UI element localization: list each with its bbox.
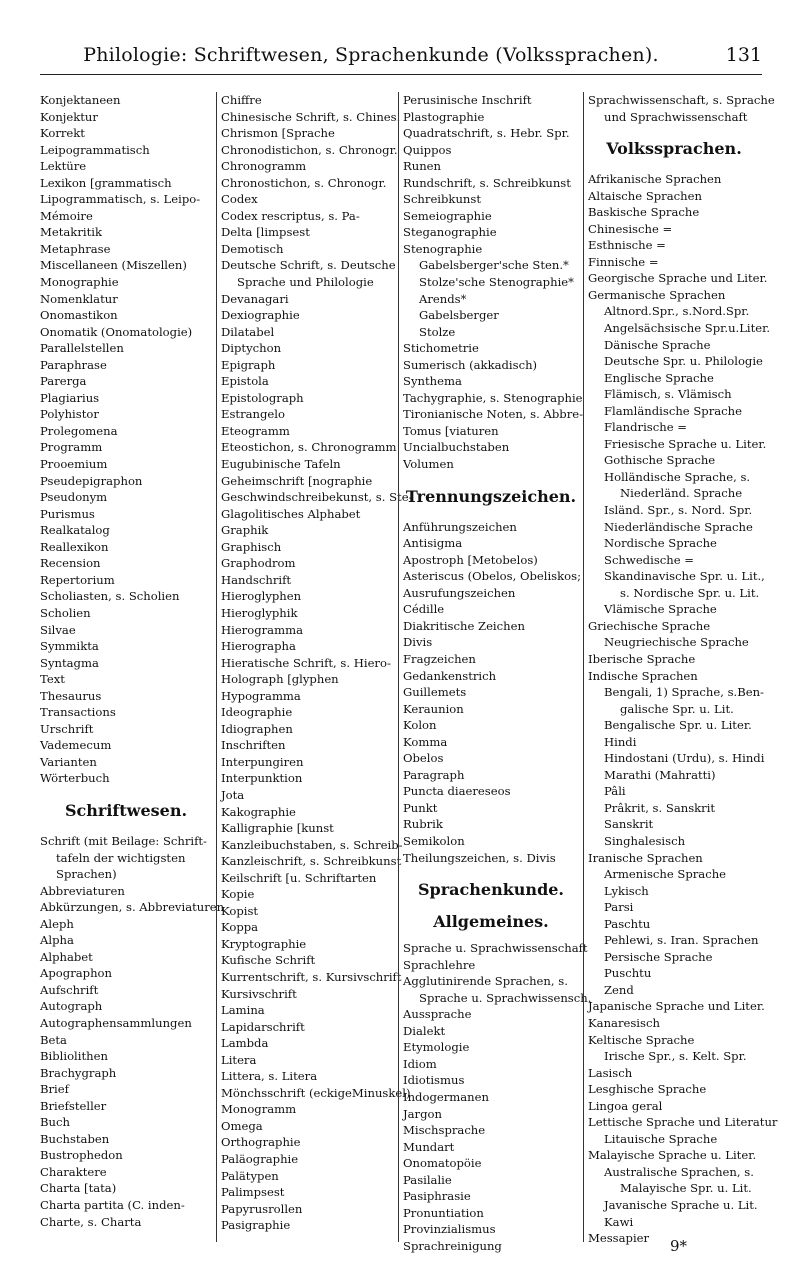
index-entry: Litauische Sprache — [604, 1131, 718, 1146]
index-entry: Pehlewi, s. Iran. Sprachen — [604, 933, 759, 948]
index-entry: Symmikta — [40, 639, 99, 654]
index-entry: Deutsche Schrift, s. Deutsche — [221, 258, 396, 273]
index-entry: Wörterbuch — [40, 771, 110, 786]
index-entry: Brachygraph — [40, 1065, 117, 1080]
index-entry: Persische Sprache — [604, 949, 713, 964]
index-entry: Glagolitisches Alphabet — [221, 506, 361, 521]
index-entry: Synthema — [403, 374, 462, 389]
index-entry: Scholiasten, s. Scholien — [40, 589, 180, 604]
index-entry: Paragraph — [403, 767, 465, 782]
index-entry: Angelsächsische Spr.u.Liter. — [604, 321, 771, 336]
index-entry: Metakritik — [40, 225, 102, 240]
section-heading: Volkssprachen. — [606, 139, 742, 159]
index-entry: Koppa — [221, 920, 259, 935]
index-entry: Kalligraphie [kunst — [221, 821, 334, 836]
index-entry: Altaische Sprachen — [588, 188, 702, 203]
index-entry: Handschrift — [221, 572, 292, 587]
index-entry: Monographie — [40, 275, 119, 290]
index-entry: Quadratschrift, s. Hebr. Spr. — [403, 126, 570, 141]
index-entry: Pasigraphie — [221, 1218, 291, 1233]
column-divider — [583, 92, 584, 1242]
index-entry: Holograph [glyphen — [221, 672, 339, 687]
index-entry: Graphisch — [221, 539, 282, 554]
index-entry: Cédille — [403, 602, 445, 617]
index-entry: Scholien — [40, 605, 91, 620]
index-entry: Programm — [40, 440, 103, 455]
index-entry: Iranische Sprachen — [588, 850, 703, 865]
index-entry: Kursivschrift — [221, 986, 297, 1001]
index-entry: Pasilalie — [403, 1172, 452, 1187]
index-entry: Graphik — [221, 523, 269, 538]
index-entry: Lamina — [221, 1003, 265, 1018]
index-entry: Abkürzungen, s. Abbreviaturen — [40, 900, 225, 915]
index-entry: Transactions — [40, 705, 116, 720]
index-entry: Beta — [40, 1032, 67, 1047]
index-entry: Anführungszeichen — [403, 519, 517, 534]
index-entry: Sprachreinigung — [403, 1238, 502, 1253]
index-entry: Leipogrammatisch — [40, 142, 150, 157]
index-entry: Sprache und Philologie — [237, 275, 374, 290]
index-entry: Malayische Sprache u. Liter. — [588, 1148, 757, 1163]
index-entry: Malayische Spr. u. Lit. — [620, 1181, 752, 1196]
index-entry: Dexiographie — [221, 308, 300, 323]
index-entry: Pseudonym — [40, 490, 108, 505]
index-entry: Prolegomena — [40, 423, 118, 438]
index-entry: Zend — [604, 982, 634, 997]
index-entry: Parallelstellen — [40, 341, 124, 356]
index-entry: Chrismon [Sprache — [221, 126, 335, 141]
index-entry: Papyrusrollen — [221, 1201, 303, 1216]
index-entry: Repertorium — [40, 572, 115, 587]
index-entry: Theilungszeichen, s. Divis — [403, 850, 556, 865]
index-entry: Schreibkunst — [403, 192, 482, 207]
index-entry: Singhalesisch — [604, 833, 686, 848]
page-number: 131 — [725, 44, 762, 66]
index-entry: Kopie — [221, 887, 255, 902]
index-entry: Jargon — [403, 1106, 442, 1121]
index-entry: Litera — [221, 1052, 257, 1067]
index-entry: Steganographie — [403, 225, 497, 240]
page-title: Philologie: Schriftwesen, Sprachenkunde (Volkssprachen). — [83, 44, 659, 66]
index-entry: Holländische Sprache, s. — [604, 469, 751, 484]
index-entry: Fragzeichen — [403, 651, 476, 666]
index-entry: Abbreviaturen — [40, 883, 125, 898]
index-entry: Devanagari — [221, 291, 289, 306]
index-entry: Stolze — [419, 324, 456, 339]
index-entry: Eteostichon, s. Chronogramm — [221, 440, 397, 455]
index-entry: Silvae — [40, 622, 76, 637]
index-entry: Charta partita (C. inden- — [40, 1198, 185, 1212]
section-heading: Schriftwesen. — [64, 800, 188, 820]
index-entry: Idiographen — [221, 721, 293, 736]
index-entry: Lexikon [grammatisch — [40, 175, 172, 190]
index-entry: Runen — [403, 159, 441, 174]
index-entry: Lasisch — [588, 1065, 633, 1080]
index-entry: Lektüre — [40, 159, 87, 174]
index-entry: Japanische Sprache und Liter. — [588, 999, 765, 1014]
index-entry: Finnische = — [588, 254, 659, 269]
index-entry: tafeln der wichtigsten — [56, 850, 186, 865]
index-entry: Urschrift — [40, 721, 94, 736]
index-entry: Hieroglyphen — [221, 589, 302, 604]
index-entry: Alpha — [40, 933, 74, 948]
index-entry: Konjektaneen — [40, 93, 121, 107]
index-entry: Altnord.Spr., s.Nord.Spr. — [604, 304, 750, 319]
index-entry: Lykisch — [604, 883, 649, 898]
index-entry: Lingoa geral — [588, 1098, 663, 1113]
index-entry: Chinesische Schrift, s. Chines. — [221, 109, 401, 124]
index-entry: Griechische Sprache — [588, 618, 711, 633]
index-entry: Diakritische Zeichen — [403, 618, 525, 633]
index-entry: Keltische Sprache — [588, 1032, 695, 1047]
index-entry: Pasiphrasie — [403, 1189, 471, 1204]
index-entry: Pronuntiation — [403, 1205, 484, 1220]
index-entry: Alphabet — [40, 949, 93, 964]
index-entry: Rundschrift, s. Schreibkunst — [403, 175, 571, 190]
index-entry: Recension — [40, 556, 101, 571]
index-entry: Sprache u. Sprachwissensch. — [419, 990, 592, 1005]
index-entry: Hindostani (Urdu), s. Hindi — [604, 751, 765, 766]
index-entry: Semeiographie — [403, 208, 492, 223]
index-entry: Graphodrom — [221, 556, 296, 571]
index-entry: Eteogramm — [221, 423, 290, 438]
index-entry: Jota — [221, 787, 245, 802]
index-entry: Apographon — [40, 966, 112, 981]
index-entry: Lettische Sprache und Literatur — [588, 1115, 778, 1130]
index-entry: Vademecum — [40, 738, 112, 753]
index-entry: Kryptographie — [221, 936, 307, 951]
index-entry: Keilschrift [u. Schriftarten — [221, 870, 377, 885]
index-entry: Miscellaneen (Miszellen) — [40, 258, 187, 273]
index-entry: Geheimschrift [nographie — [221, 473, 373, 488]
index-entry: Plagiarius — [40, 390, 100, 405]
index-entry: Stenographie — [403, 241, 483, 256]
index-entry: Mönchsschrift (eckigeMinuskel) — [221, 1085, 411, 1100]
index-entry: Chronodistichon, s. Chronogr. — [221, 142, 398, 157]
index-entry: Indische Sprachen — [588, 668, 698, 683]
index-entry: Plastographie — [403, 109, 485, 124]
index-column-4 — [588, 92, 778, 1246]
index-entry: Divis — [403, 635, 433, 650]
index-entry: Charte, s. Charta — [40, 1214, 142, 1229]
index-entry: Niederländische Sprache — [604, 519, 753, 534]
index-entry: Paraphrase — [40, 357, 107, 372]
index-entry: Pâli — [604, 784, 626, 799]
index-entry: Sprachen) — [56, 867, 117, 882]
index-entry: Buchstaben — [40, 1131, 110, 1146]
index-entry: Sumerisch (akkadisch) — [403, 357, 538, 372]
index-entry: Epigraph — [221, 357, 276, 372]
index-entry: Nomenklatur — [40, 291, 118, 306]
index-entry: Thesaurus — [40, 688, 102, 703]
index-entry: Monogramm — [221, 1102, 297, 1117]
index-entry: Prooemium — [40, 457, 108, 472]
index-entry: Dänische Sprache — [604, 337, 711, 352]
index-entry: Stichometrie — [403, 341, 479, 356]
index-entry: Puschtu — [604, 966, 652, 981]
index-entry: Konjektur — [40, 109, 98, 124]
index-entry: Hieroglyphik — [221, 605, 298, 620]
index-entry: Kawi — [604, 1214, 634, 1229]
index-entry: Aufschrift — [40, 982, 99, 997]
index-entry: Friesische Sprache u. Liter. — [604, 436, 767, 451]
index-entry: Reallexikon — [40, 539, 109, 554]
index-entry: Australische Sprachen, s. — [604, 1164, 754, 1179]
section-heading: Sprachenkunde. — [417, 880, 564, 900]
index-entry: Semikolon — [403, 833, 465, 848]
index-entry: Iberische Sprache — [588, 651, 696, 666]
index-entry: Brief — [40, 1082, 69, 1097]
index-entry: Indogermanen — [403, 1089, 489, 1104]
index-entry: Aussprache — [403, 1007, 472, 1022]
column-divider — [398, 92, 399, 1242]
index-entry: Ideographie — [221, 705, 293, 720]
index-entry: Idiotismus — [403, 1073, 465, 1088]
index-entry: Sanskrit — [604, 817, 654, 832]
signature-mark: 9* — [670, 1237, 688, 1255]
index-entry: Orthographie — [221, 1135, 301, 1150]
index-entry: Provinzialismus — [403, 1222, 496, 1237]
index-entry: Kurrentschrift, s. Kursivschrift — [221, 969, 402, 984]
index-entry: Chiffre — [221, 93, 262, 107]
index-entry: Isländ. Spr., s. Nord. Spr. — [604, 503, 753, 518]
index-entry: Deutsche Spr. u. Philologie — [604, 354, 763, 369]
index-entry: Skandinavische Spr. u. Lit., — [604, 569, 765, 584]
index-entry: Palimpsest — [221, 1185, 285, 1200]
index-entry: Prâkrit, s. Sanskrit — [604, 800, 716, 815]
index-entry: Bengalische Spr. u. Liter. — [604, 718, 752, 733]
index-entry: Idiom — [403, 1056, 437, 1071]
index-entry: Armenische Sprache — [604, 867, 727, 882]
index-entry: Buch — [40, 1115, 70, 1130]
index-entry: Tironianische Noten, s. Abbre- — [403, 407, 584, 422]
index-entry: Stolze'sche Stenographie* — [419, 275, 574, 290]
section-heading: Trennungszeichen. — [405, 486, 577, 506]
index-entry: Englische Sprache — [604, 370, 714, 385]
index-entry: Obelos — [403, 751, 444, 766]
index-entry: Kanaresisch — [588, 1015, 660, 1030]
index-entry: Demotisch — [221, 241, 284, 256]
index-entry: Korrekt — [40, 126, 85, 141]
index-entry: Littera, s. Litera — [221, 1069, 318, 1084]
index-entry: Uncialbuchstaben — [403, 440, 510, 455]
index-entry: Kakographie — [221, 804, 296, 819]
index-entry: Lesghische Sprache — [588, 1082, 707, 1097]
index-entry: Nordische Sprache — [604, 536, 717, 551]
index-entry: Sprache u. Sprachwissenschaft — [403, 941, 588, 956]
index-column-1 — [40, 92, 225, 1242]
index-entry: Gabelsberger — [419, 308, 499, 323]
index-entry: Hieratische Schrift, s. Hiero- — [221, 655, 391, 670]
index-entry: Kolon — [403, 718, 437, 733]
index-entry: Chronostichon, s. Chronogr. — [221, 175, 387, 190]
index-entry: Hindi — [604, 734, 637, 749]
index-entry: Codex — [221, 192, 258, 207]
index-entry: Hypogramma — [221, 688, 301, 703]
index-entry: Sprachlehre — [403, 957, 476, 972]
index-entry: Mischsprache — [403, 1123, 486, 1138]
index-entry: Kanzleibuchstaben, s. Schreib- — [221, 837, 403, 852]
index-entry: Onomatopöie — [403, 1156, 482, 1171]
index-entry: Georgische Sprache und Liter. — [588, 271, 768, 286]
index-entry: Flämisch, s. Vlämisch — [604, 387, 732, 402]
index-entry: Volumen — [403, 457, 454, 472]
index-entry: Delta [limpsest — [221, 225, 310, 240]
index-entry: Autographensammlungen — [40, 1015, 192, 1030]
index-entry: Interpungiren — [221, 754, 304, 769]
index-entry: Chinesische = — [588, 221, 673, 236]
index-entry: Parerga — [40, 374, 87, 389]
index-entry: Puncta diaereseos — [403, 784, 511, 799]
index-entry: Gothische Sprache — [604, 453, 716, 468]
index-entry: Epistola — [221, 374, 269, 389]
index-entry: Vlämische Sprache — [604, 602, 717, 617]
index-entry: Parsi — [604, 900, 634, 915]
index-entry: Autograph — [40, 999, 103, 1014]
index-entry: Hierographa — [221, 639, 296, 654]
running-header — [40, 40, 762, 80]
section-heading: Allgemeines. — [433, 912, 549, 932]
index-entry: Lipogrammatisch, s. Leipo- — [40, 192, 201, 207]
index-entry: Niederländ. Sprache — [620, 486, 743, 501]
index-entry: Irische Spr., s. Kelt. Spr. — [604, 1049, 747, 1064]
index-entry: Omega — [221, 1118, 263, 1133]
index-entry: Sprachwissenschaft, s. Sprache — [588, 93, 775, 107]
index-entry: Keraunion — [403, 701, 464, 716]
index-entry: Kanzleischrift, s. Schreibkunst — [221, 854, 402, 869]
index-entry: Geschwindschreibekunst, s. Ste- — [221, 490, 413, 505]
index-entry: Agglutinirende Sprachen, s. — [403, 974, 568, 989]
index-entry: Charaktere — [40, 1164, 107, 1179]
index-column-2 — [221, 92, 413, 1242]
index-entry: Bengali, 1) Sprache, s.Ben- — [604, 685, 764, 700]
index-entry: Kufische Schrift — [221, 953, 316, 968]
index-entry: Germanische Sprachen — [588, 287, 726, 302]
index-entry: Paschtu — [604, 916, 651, 931]
index-entry: Lapidarschrift — [221, 1019, 305, 1034]
index-entry: Tachygraphie, s. Stenographie — [403, 390, 583, 405]
index-entry: Estrangelo — [221, 407, 285, 422]
index-entry: Polyhistor — [40, 407, 99, 422]
index-entry: galische Spr. u. Lit. — [620, 701, 734, 716]
index-entry: Gedankenstrich — [403, 668, 497, 683]
index-column-3 — [403, 92, 592, 1253]
index-entry: Neugriechische Sprache — [604, 635, 749, 650]
index-entry: Briefsteller — [40, 1098, 107, 1113]
index-entry: Afrikanische Sprachen — [588, 172, 722, 187]
index-entry: Perusinische Inschrift — [403, 93, 532, 107]
index-entry: Komma — [403, 734, 448, 749]
index-entry: Marathi (Mahratti) — [604, 767, 716, 782]
index-entry: Diptychon — [221, 341, 282, 356]
index-entry: Metaphrase — [40, 241, 111, 256]
index-entry: Quippos — [403, 142, 452, 157]
index-entry: Onomastikon — [40, 308, 118, 323]
index-entry: Gabelsberger'sche Sten.* — [419, 258, 569, 273]
index-entry: Tomus [viaturen — [403, 423, 499, 438]
index-entry: Mundart — [403, 1139, 455, 1154]
index-entry: Baskische Sprache — [588, 205, 700, 220]
index-entry: Epistolograph — [221, 390, 304, 405]
index-entry: Lambda — [221, 1036, 269, 1051]
index-entry: Dialekt — [403, 1023, 446, 1038]
index-entry: Bustrophedon — [40, 1148, 123, 1163]
index-entry: Rubrik — [403, 817, 443, 832]
index-entry: Ausrufungszeichen — [403, 585, 516, 600]
index-entry: Guillemets — [403, 685, 467, 700]
index-entry: Javanische Sprache u. Lit. — [604, 1198, 758, 1212]
index-entry: Bibliolithen — [40, 1049, 108, 1064]
index-entry: Charta [tata) — [40, 1181, 117, 1196]
index-entry: Syntagma — [40, 655, 99, 670]
index-entry: Pseudepigraphon — [40, 473, 143, 488]
index-entry: Asteriscus (Obelos, Obeliskos; — [403, 569, 581, 584]
index-entry: Mémoire — [40, 208, 93, 223]
index-entry: Interpunktion — [221, 771, 303, 786]
index-entry: Hierogramma — [221, 622, 303, 637]
column-divider — [216, 92, 217, 1242]
index-entry: Schrift (mit Beilage: Schrift- — [40, 833, 207, 848]
index-entry: Dilatabel — [221, 324, 275, 339]
header-rule — [40, 74, 762, 75]
index-entry: Realkatalog — [40, 523, 110, 538]
index-entry: Antisigma — [403, 536, 463, 551]
index-entry: Flandrische = — [604, 420, 687, 435]
index-entry: Flamländische Sprache — [604, 403, 742, 418]
index-entry: Schwedische = — [604, 552, 694, 567]
index-entry: s. Nordische Spr. u. Lit. — [620, 585, 760, 600]
index-entry: Eugubinische Tafeln — [221, 457, 341, 472]
index-entry: Paläographie — [221, 1152, 299, 1166]
index-entry: Codex rescriptus, s. Pa- — [221, 208, 360, 223]
index-entry: Apostroph [Metobelos) — [403, 552, 538, 567]
index-entry: und Sprachwissenschaft — [604, 109, 748, 124]
index-entry: Kopist — [221, 903, 259, 918]
index-entry: Varianten — [40, 754, 97, 769]
index-entry: Arends* — [419, 291, 467, 306]
index-entry: Etymologie — [403, 1040, 470, 1055]
index-entry: Esthnische = — [588, 238, 666, 253]
index-entry: Palätypen — [221, 1168, 279, 1183]
index-entry: Purismus — [40, 506, 95, 521]
index-entry: Inschriften — [221, 738, 286, 753]
index-entry: Punkt — [403, 800, 438, 815]
index-entry: Chronogramm — [221, 159, 307, 174]
index-entry: Text — [40, 672, 65, 687]
index-entry: Onomatik (Onomatologie) — [40, 324, 193, 339]
index-entry: Aleph — [40, 916, 74, 931]
index-entry: Messapier — [588, 1231, 650, 1246]
